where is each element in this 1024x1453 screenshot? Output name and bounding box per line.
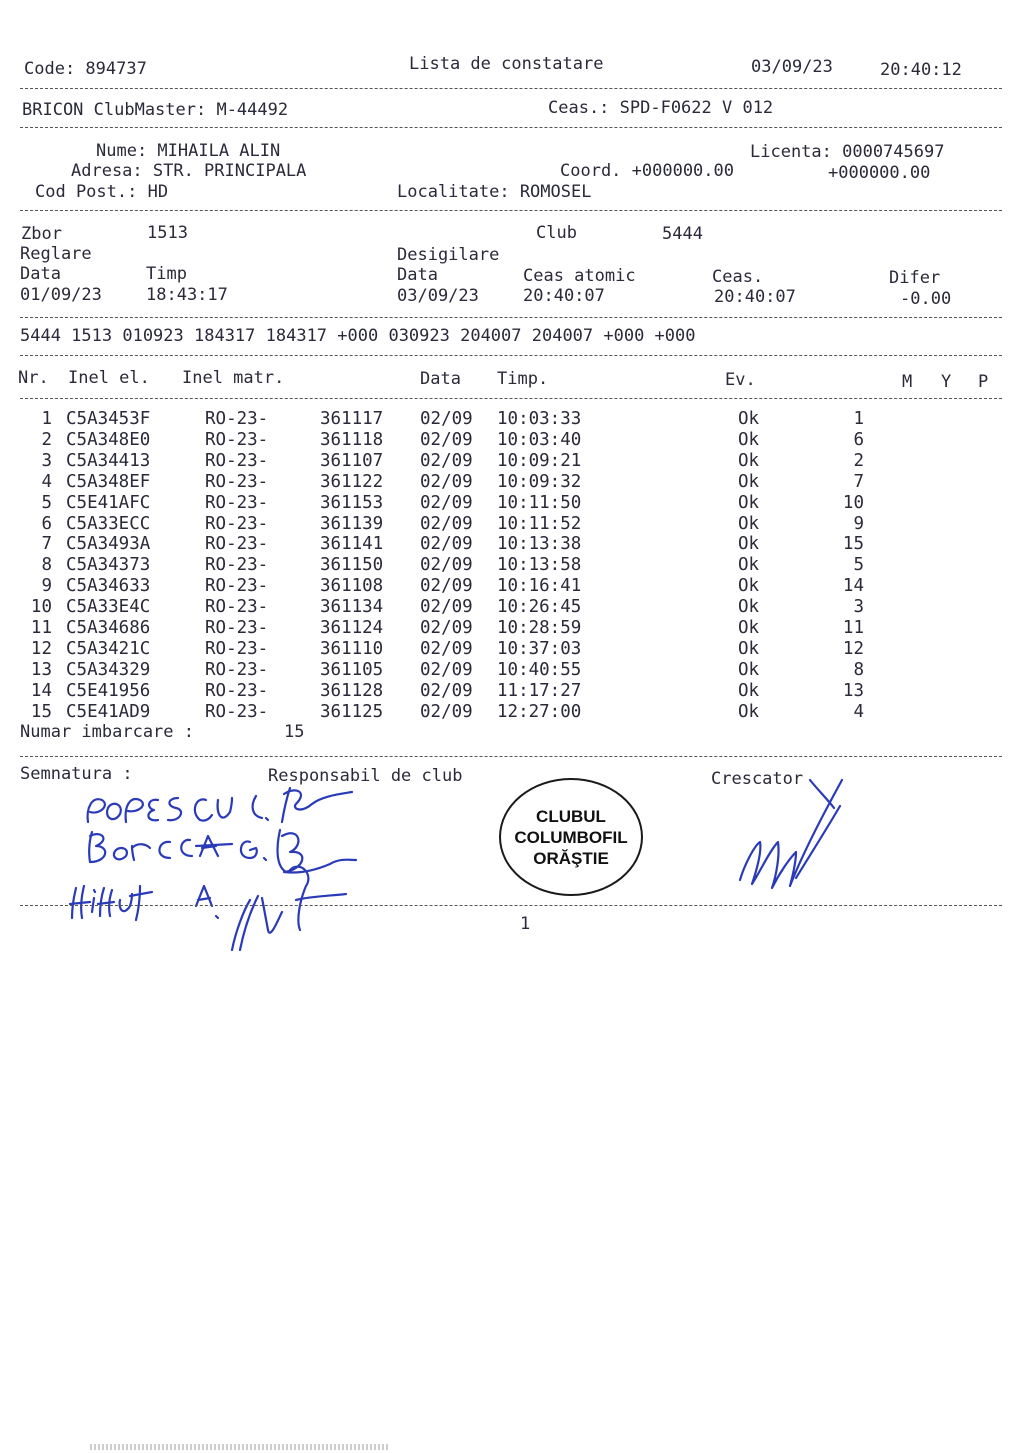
cell-ev: Ok bbox=[738, 555, 760, 576]
cell-date: 02/09 bbox=[420, 429, 473, 450]
column-timp: Timp. bbox=[497, 369, 549, 389]
cell-inel: C5E41AFC bbox=[66, 492, 151, 513]
cell-rank: 7 bbox=[853, 471, 864, 492]
ceas-atomic-label: Ceas atomic bbox=[523, 266, 636, 286]
reglare-data: 01/09/23 bbox=[20, 285, 102, 305]
club-label: Club bbox=[536, 223, 577, 243]
cell-date: 02/09 bbox=[420, 680, 473, 701]
cell-nr: 6 bbox=[41, 513, 52, 534]
stamp-line-2: COLUMBOFIL bbox=[514, 827, 628, 847]
cell-prefix: RO-23- bbox=[205, 638, 269, 659]
column-inel-matr: Inel matr. bbox=[182, 368, 285, 388]
cell-time: 11:17:27 bbox=[497, 680, 582, 701]
cell-rank: 6 bbox=[853, 429, 864, 450]
cell-ev: Ok bbox=[738, 659, 760, 680]
cell-date: 02/09 bbox=[420, 471, 473, 492]
numar-imbarcare-value: 15 bbox=[284, 722, 305, 742]
column-data: Data bbox=[420, 369, 461, 389]
cell-prefix: RO-23- bbox=[205, 429, 269, 450]
reglare-timp-label: Timp bbox=[146, 264, 187, 284]
cell-matr: 361118 bbox=[320, 429, 384, 450]
cell-ev: Ok bbox=[738, 597, 760, 618]
code-line: 5444 1513 010923 184317 184317 +000 030923 204007 204007 +000 +000 bbox=[20, 326, 696, 346]
cell-nr: 15 bbox=[30, 701, 52, 722]
cell-nr: 13 bbox=[30, 659, 52, 680]
difer-value: -0.00 bbox=[900, 289, 952, 309]
cell-date: 02/09 bbox=[420, 659, 473, 680]
reglare-timp: 18:43:17 bbox=[146, 285, 228, 305]
cell-nr: 5 bbox=[41, 492, 52, 513]
cell-prefix: RO-23- bbox=[205, 409, 269, 429]
clubmaster-id: BRICON ClubMaster: M-44492 bbox=[22, 100, 289, 120]
header-date: 03/09/23 bbox=[751, 57, 833, 77]
cell-inel: C5A34633 bbox=[66, 576, 151, 597]
cell-nr: 9 bbox=[41, 576, 52, 597]
cell-inel: C5A34329 bbox=[66, 659, 151, 680]
cell-nr: 10 bbox=[30, 597, 52, 618]
cell-prefix: RO-23- bbox=[205, 597, 269, 618]
cell-matr: 361141 bbox=[320, 534, 384, 555]
difer-label: Difer bbox=[889, 268, 941, 288]
cell-prefix: RO-23- bbox=[205, 492, 269, 513]
cell-time: 10:03:33 bbox=[497, 409, 582, 429]
cell-date: 02/09 bbox=[420, 701, 473, 722]
divider bbox=[20, 905, 1002, 906]
stamp-line-1: CLUBUL bbox=[536, 806, 606, 826]
cell-time: 10:26:45 bbox=[497, 597, 582, 618]
cell-ev: Ok bbox=[738, 618, 760, 638]
cell-time: 10:28:59 bbox=[497, 618, 582, 638]
cell-nr: 8 bbox=[41, 555, 52, 576]
responsabil-label: Responsabil de club bbox=[268, 766, 463, 786]
cell-rank: 14 bbox=[842, 576, 864, 597]
cell-rank: 1 bbox=[853, 409, 864, 429]
desigilare-data: 03/09/23 bbox=[397, 286, 479, 306]
cell-ev: Ok bbox=[738, 513, 760, 534]
cell-rank: 5 bbox=[853, 555, 864, 576]
cell-rank: 8 bbox=[853, 659, 864, 680]
cell-date: 02/09 bbox=[420, 618, 473, 638]
cell-matr: 361153 bbox=[320, 492, 384, 513]
cell-rank: 3 bbox=[853, 597, 864, 618]
cell-rank: 9 bbox=[853, 513, 864, 534]
cell-rank: 12 bbox=[842, 638, 864, 659]
cell-matr: 361117 bbox=[320, 409, 384, 429]
cell-rank: 15 bbox=[842, 534, 864, 555]
cell-date: 02/09 bbox=[420, 513, 473, 534]
cell-nr: 2 bbox=[41, 429, 52, 450]
page-number: 1 bbox=[520, 914, 531, 934]
cell-time: 10:09:21 bbox=[497, 450, 582, 471]
cell-matr: 361107 bbox=[320, 450, 384, 471]
cell-ev: Ok bbox=[738, 429, 760, 450]
reglare-data-label: Data bbox=[20, 264, 61, 284]
cell-time: 10:40:55 bbox=[497, 659, 582, 680]
coordinates: Coord. +000000.00 bbox=[560, 161, 734, 181]
ceas-label: Ceas. bbox=[712, 267, 764, 287]
crescator-label: Crescator bbox=[711, 769, 804, 789]
cell-nr: 12 bbox=[30, 638, 52, 659]
column-inel-el: Inel el. bbox=[68, 368, 150, 388]
cell-prefix: RO-23- bbox=[205, 618, 269, 638]
cell-prefix: RO-23- bbox=[205, 534, 269, 555]
cell-date: 02/09 bbox=[420, 555, 473, 576]
cell-nr: 4 bbox=[41, 471, 52, 492]
cell-prefix: RO-23- bbox=[205, 659, 269, 680]
cell-matr: 361124 bbox=[320, 618, 384, 638]
ceas-atomic-value: 20:40:07 bbox=[523, 286, 605, 306]
ceas-id: Ceas.: SPD-F0622 V 012 bbox=[548, 98, 774, 118]
cell-time: 10:09:32 bbox=[497, 471, 582, 492]
paper-edge bbox=[90, 1444, 390, 1450]
cell-ev: Ok bbox=[738, 680, 760, 701]
cell-date: 02/09 bbox=[420, 638, 473, 659]
cell-prefix: RO-23- bbox=[205, 680, 269, 701]
cell-prefix: RO-23- bbox=[205, 576, 269, 597]
cell-ev: Ok bbox=[738, 576, 760, 597]
desigilare-label: Desigilare bbox=[397, 245, 500, 265]
column-nr: Nr. bbox=[18, 368, 49, 388]
cell-inel: C5A33E4C bbox=[66, 597, 151, 618]
cell-nr: 14 bbox=[30, 680, 52, 701]
cell-matr: 361128 bbox=[320, 680, 384, 701]
cell-date: 02/09 bbox=[420, 409, 473, 429]
cell-date: 02/09 bbox=[420, 576, 473, 597]
cell-nr: 11 bbox=[30, 618, 52, 638]
desigilare-data-label: Data bbox=[397, 265, 438, 285]
cell-rank: 11 bbox=[842, 618, 864, 638]
column-ev: Ev. bbox=[725, 370, 756, 390]
address: Adresa: STR. PRINCIPALA bbox=[71, 161, 307, 181]
cell-date: 02/09 bbox=[420, 450, 473, 471]
cell-rank: 10 bbox=[842, 492, 864, 513]
cell-matr: 361108 bbox=[320, 576, 384, 597]
cell-ev: Ok bbox=[738, 409, 760, 429]
cell-inel: C5A33ECC bbox=[66, 513, 151, 534]
cell-matr: 361110 bbox=[320, 638, 384, 659]
cell-time: 12:27:00 bbox=[497, 701, 582, 722]
cell-time: 10:11:52 bbox=[497, 513, 582, 534]
cell-inel: C5A3421C bbox=[66, 638, 151, 659]
cell-prefix: RO-23- bbox=[205, 513, 269, 534]
cell-nr: 7 bbox=[41, 534, 52, 555]
cell-inel: C5E41956 bbox=[66, 680, 151, 701]
zbor-label: Zbor bbox=[21, 224, 62, 244]
cell-date: 02/09 bbox=[420, 492, 473, 513]
code-label: Code: 894737 bbox=[24, 59, 147, 79]
numar-imbarcare-label: Numar imbarcare : bbox=[20, 722, 194, 742]
licence: Licenta: 0000745697 bbox=[750, 142, 945, 162]
column-p: P bbox=[978, 372, 989, 392]
cell-rank: 13 bbox=[842, 680, 864, 701]
semnatura-label: Semnatura : bbox=[20, 764, 133, 784]
cell-rank: 2 bbox=[853, 450, 864, 471]
coordinates-second: +000000.00 bbox=[828, 163, 931, 183]
cell-prefix: RO-23- bbox=[205, 555, 269, 576]
cell-date: 02/09 bbox=[420, 597, 473, 618]
cell-prefix: RO-23- bbox=[205, 450, 269, 471]
cell-ev: Ok bbox=[738, 701, 760, 722]
column-m: M bbox=[902, 372, 913, 392]
cell-prefix: RO-23- bbox=[205, 701, 269, 722]
cell-time: 10:37:03 bbox=[497, 638, 582, 659]
club-value: 5444 bbox=[662, 224, 703, 244]
ceas-value: 20:40:07 bbox=[714, 287, 796, 307]
locality: Localitate: ROMOSEL bbox=[397, 182, 592, 202]
cell-time: 10:03:40 bbox=[497, 429, 582, 450]
cell-ev: Ok bbox=[738, 534, 760, 555]
cell-ev: Ok bbox=[738, 638, 760, 659]
header-time: 20:40:12 bbox=[880, 60, 962, 80]
cell-inel: C5E41AD9 bbox=[66, 701, 151, 722]
cell-rank: 4 bbox=[853, 701, 864, 722]
cell-matr: 361150 bbox=[320, 555, 384, 576]
cell-inel: C5A34413 bbox=[66, 450, 151, 471]
cell-inel: C5A3493A bbox=[66, 534, 151, 555]
cell-nr: 3 bbox=[41, 450, 52, 471]
cell-inel: C5A348EF bbox=[66, 471, 151, 492]
cell-inel: C5A348E0 bbox=[66, 429, 151, 450]
owner-name: Nume: MIHAILA ALIN bbox=[96, 141, 281, 161]
cell-matr: 361122 bbox=[320, 471, 384, 492]
cell-time: 10:13:38 bbox=[497, 534, 582, 555]
cell-time: 10:11:50 bbox=[497, 492, 582, 513]
cell-matr: 361105 bbox=[320, 659, 384, 680]
zbor-value: 1513 bbox=[147, 223, 188, 243]
cell-matr: 361134 bbox=[320, 597, 384, 618]
cell-prefix: RO-23- bbox=[205, 471, 269, 492]
reglare-label: Reglare bbox=[20, 244, 92, 264]
cell-matr: 361125 bbox=[320, 701, 384, 722]
cell-ev: Ok bbox=[738, 471, 760, 492]
cell-inel: C5A3453F bbox=[66, 409, 151, 429]
stamp-line-3: ORĂŞTIE bbox=[533, 848, 609, 868]
postal-code: Cod Post.: HD bbox=[35, 182, 169, 202]
cell-ev: Ok bbox=[738, 492, 760, 513]
cell-ev: Ok bbox=[738, 450, 760, 471]
column-y: Y bbox=[941, 372, 952, 392]
cell-inel: C5A34373 bbox=[66, 555, 151, 576]
document-title: Lista de constatare bbox=[409, 54, 604, 74]
cell-time: 10:13:58 bbox=[497, 555, 582, 576]
cell-nr: 1 bbox=[41, 409, 52, 429]
cell-inel: C5A34686 bbox=[66, 618, 151, 638]
cell-date: 02/09 bbox=[420, 534, 473, 555]
cell-time: 10:16:41 bbox=[497, 576, 582, 597]
cell-matr: 361139 bbox=[320, 513, 384, 534]
